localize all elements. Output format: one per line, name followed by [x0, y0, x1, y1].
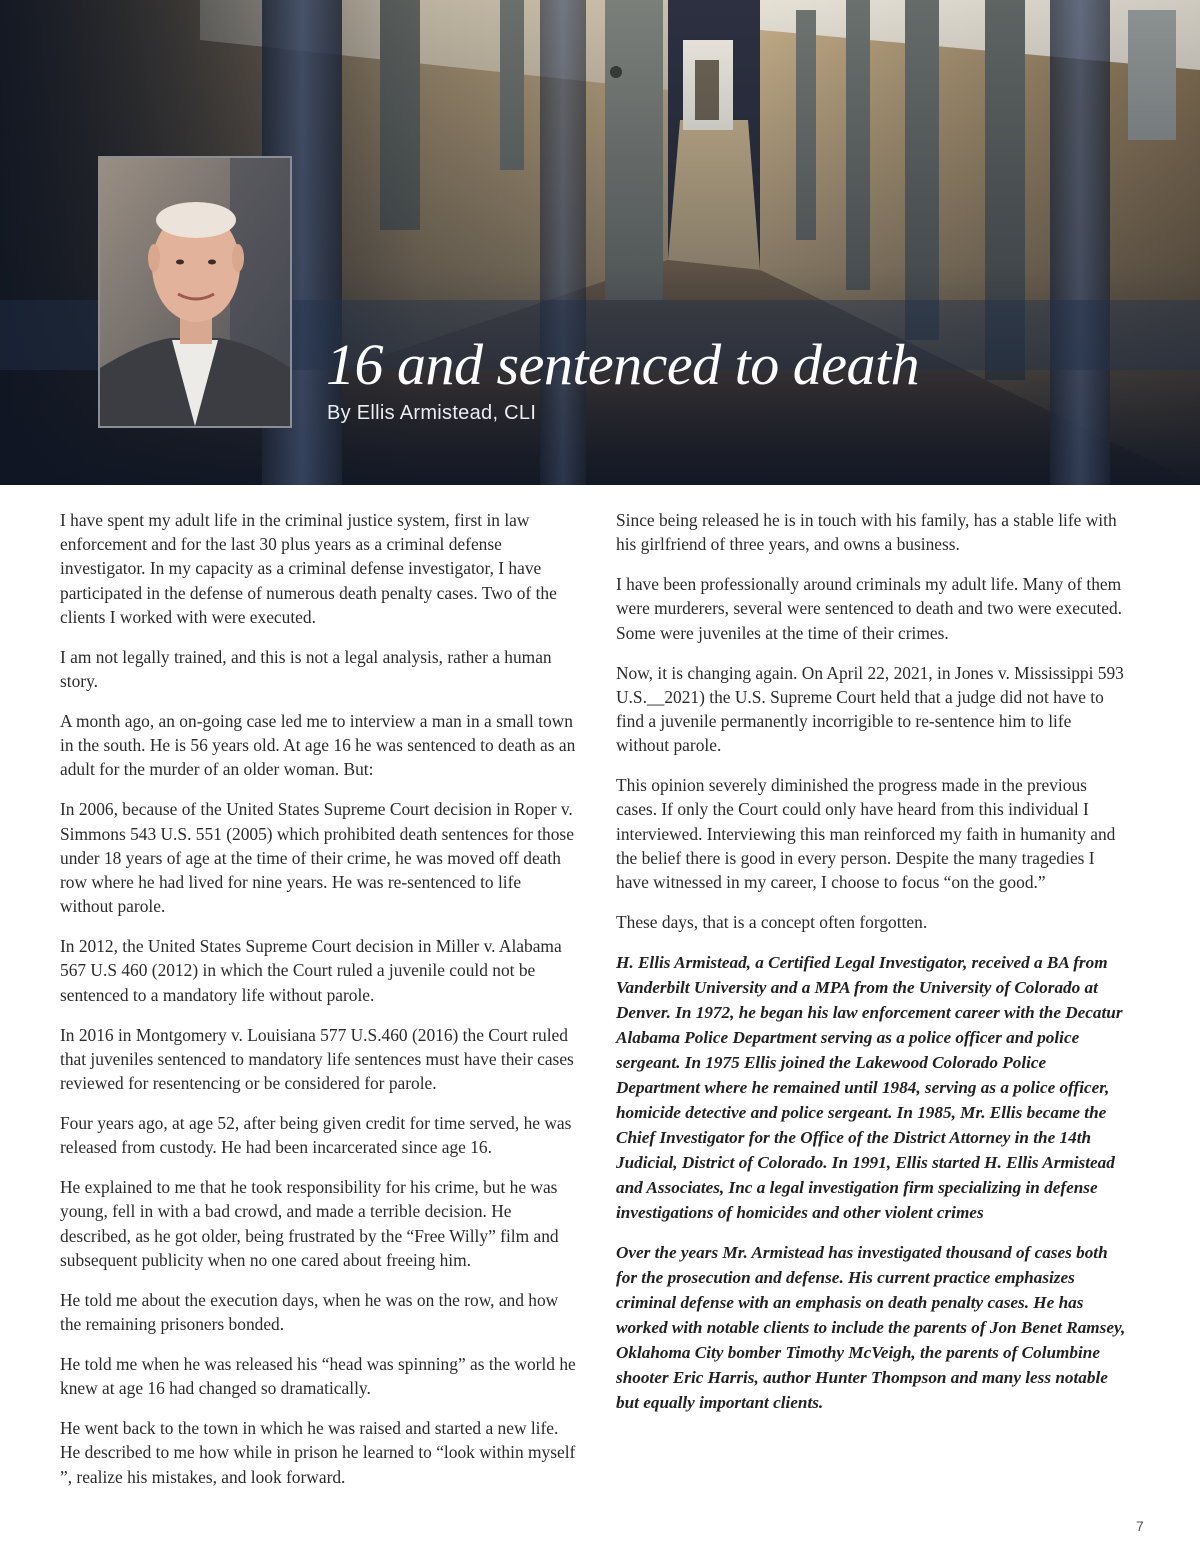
- article-byline: By Ellis Armistead, CLI: [327, 402, 537, 424]
- author-portrait: [98, 156, 292, 428]
- body-paragraph: In 2006, because of the United States Supreme Court decision in Roper v. Simmons 543 U.S. 551 (2005) which prohibited death sentences for those under 18 years of age at the time of their crime, he was moved off death row where he had lived for nine years. He was re-sentenced to life without parole.: [60, 799, 574, 917]
- body-paragraph: Four years ago, at age 52, after being given credit for time served, he was released from custody. He had been incarcerated since age 16.: [60, 1113, 572, 1158]
- body-paragraph: Since being released he is in touch with his family, has a stable life with his girlfriend of three years, and owns a business.: [616, 510, 1117, 555]
- body-paragraph: I have been professionally around criminals my adult life. Many of them were murderers, several were sentenced to death and two were executed. Some were juveniles at the time of their crimes.: [616, 574, 1123, 643]
- author-bio-paragraph: Over the years Mr. Armistead has investigated thousand of cases both for the prosecution and defense. His current practice emphasizes criminal defense with an emphasis on death penalty cases. He has worked with notable clients to include the parents of Jon Benet Ramsey, Oklahoma City bomber Timothy McVeigh, the parents of Columbine shooter Eric Harris, author Hunter Thompson and many less notable but equally important clients.: [616, 1243, 1126, 1413]
- right-column: [616, 508, 1128, 1430]
- body-paragraph: He told me about the execution days, when he was on the row, and how the remaining prisoners bonded.: [60, 1289, 559, 1335]
- body-paragraph: He told me when he was released his “head was spinning” as the world he knew at age 16 had changed so dramatically.: [60, 1354, 576, 1399]
- author-bio-paragraph: H. Ellis Armistead, a Certified Legal Investigator, received a BA from Vanderbilt University and a MPA from the University of Colorado at Denver. In 1972, he began his law enforcement career with the Decatur Alabama Police Department serving as a police officer and police sergeant. In 1975 Ellis joined the Lakewood Colorado Police Department where he remained until 1984, serving as a police officer, homicide detective and police sergeant. In 1985, Mr. Ellis became the Chief Investigator for the Office of the District Attorney in the 14th Judicial, District of Colorado. In 1991, Ellis started H. Ellis Armistead and Associates, Inc a legal investigation firm specializing in defense investigations of homicides and other violent crimes: [616, 953, 1123, 1223]
- left-column: [60, 508, 576, 1505]
- body-paragraph: Now, it is changing again. On April 22, 2021, in Jones v. Mississippi 593 U.S.__2021) the U.S. Supreme Court held that a judge did not have to find a juvenile permanently incorrigible to re-sentence him to life without parole.: [616, 662, 1124, 756]
- body-paragraph: These days, that is a concept often forgotten.: [616, 912, 928, 933]
- body-paragraph: I have spent my adult life in the criminal justice system, first in law enforcement and for the last 30 plus years as a criminal defense investigator. In my capacity as a criminal defense investigator, I have participated in the defense of numerous death penalty cases. Two of the clients I worked with were executed.: [60, 510, 557, 627]
- body-paragraph: In 2016 in Montgomery v. Louisiana 577 U.S.460 (2016) the Court ruled that juveniles sentenced to mandatory life sentences must have their cases reviewed for resentencing or be considered for parole.: [60, 1024, 574, 1094]
- body-paragraph: He explained to me that he took responsibility for his crime, but he was young, fell in with a bad crowd, and made a terrible decision. He described, as he got older, being frustrated by the “Free Willy” film and subsequent publicity when no one cared about freeing him.: [60, 1177, 559, 1270]
- page-number: 7: [1136, 1518, 1144, 1534]
- article-title: 16 and sentenced to death: [326, 332, 920, 397]
- body-paragraph: This opinion severely diminished the progress made in the previous cases. If only the Court could only have heard from this individual I interviewed. Interviewing this man reinforced my faith in humanity and the belief there is good in every person. Despite the many tragedies I have witnessed in my career, I choose to focus “on the good.”: [616, 775, 1116, 893]
- body-paragraph: A month ago, an on-going case led me to interview a man in a small town in the south. He is 56 years old. At age 16 he was sentenced to death as an adult for the murder of an older woman. But:: [60, 711, 576, 780]
- body-paragraph: He went back to the town in which he was raised and started a new life. He described to me how while in prison he learned to “look within myself ”, realize his mistakes, and look forward.: [60, 1418, 576, 1487]
- body-paragraph: I am not legally trained, and this is not a legal analysis, rather a human story.: [60, 646, 552, 692]
- body-paragraph: In 2012, the United States Supreme Court decision in Miller v. Alabama 567 U.S 460 (2012) in which the Court ruled a juvenile could not be sentenced to a mandatory life without parole.: [60, 936, 562, 1005]
- hero-banner: [0, 0, 1200, 485]
